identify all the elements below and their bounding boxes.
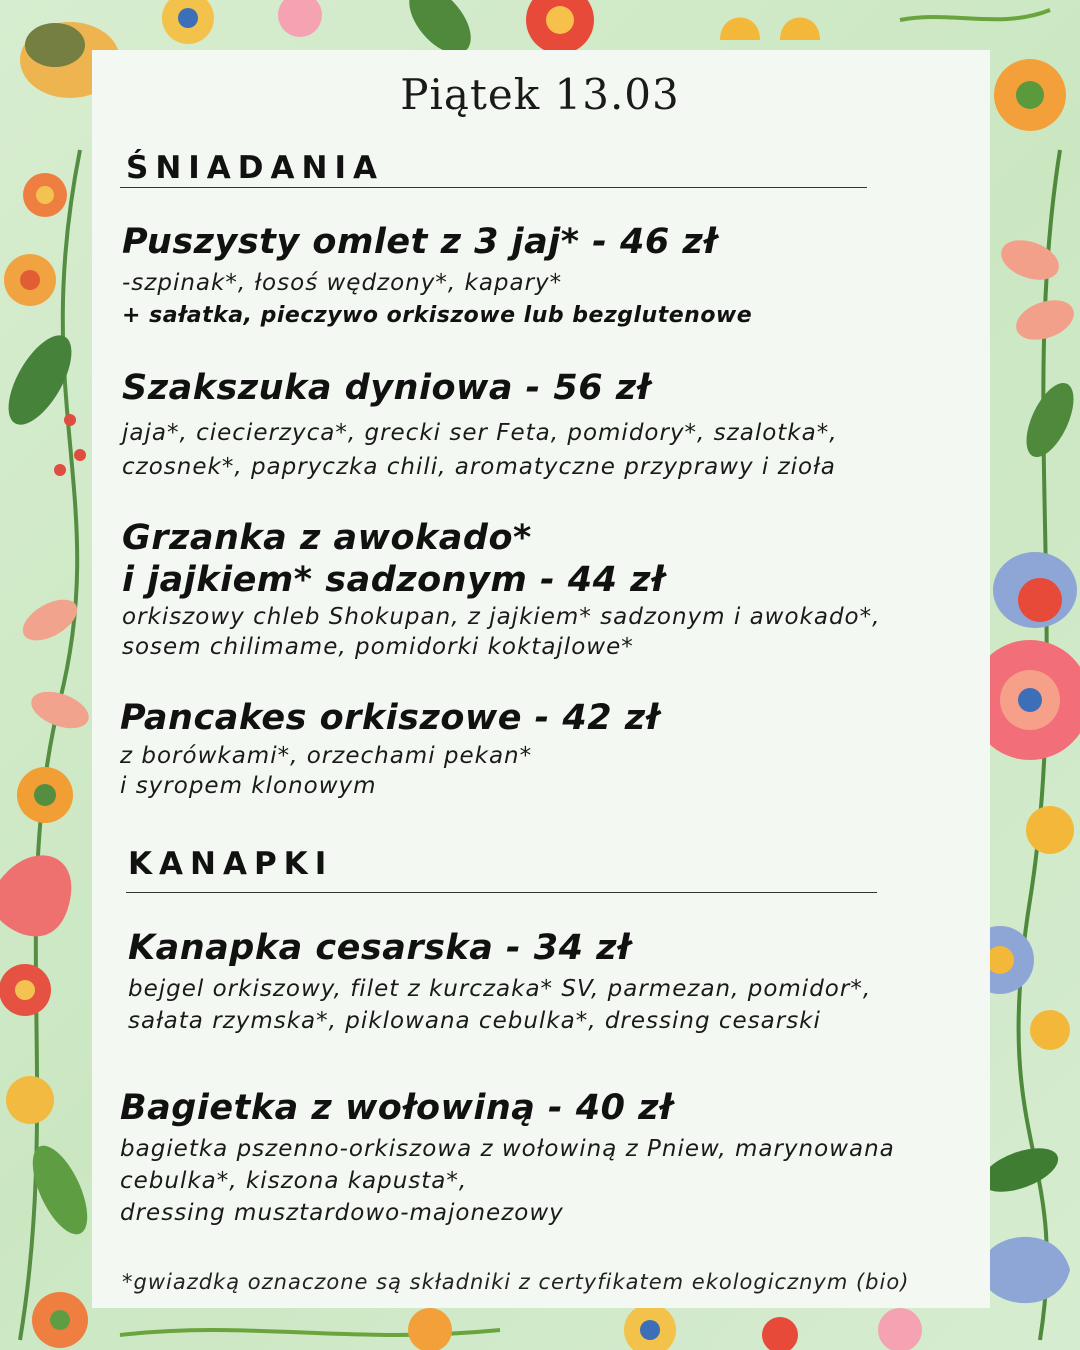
dish-description: -szpinak*, łosoś wędzony*, kapary* bbox=[122, 270, 563, 296]
dish-extras: + sałatka, pieczywo orkiszowe lub bezglutenowe bbox=[122, 303, 753, 328]
dish-name: i jajkiem* sadzonym - 44 zł bbox=[122, 560, 665, 600]
dish-description: cebulka*, kiszona kapusta*, bbox=[120, 1168, 468, 1194]
dish-description: i syropem klonowym bbox=[120, 773, 377, 799]
dish-description: z borówkami*, orzechami pekan* bbox=[120, 743, 533, 769]
section-heading-breakfast: ŚNIADANIA bbox=[126, 150, 384, 186]
section-heading-sandwiches: KANAPKI bbox=[128, 846, 334, 882]
dish-description: sosem chilimame, pomidorki koktajlowe* bbox=[122, 634, 634, 660]
bottom-flowers bbox=[120, 1304, 922, 1350]
dish-description: czosnek*, papryczka chili, aromatyczne przyprawy i zioła bbox=[122, 454, 836, 480]
dish-name: Kanapka cesarska - 34 zł bbox=[128, 928, 631, 968]
dish-name: Pancakes orkiszowe - 42 zł bbox=[120, 698, 660, 738]
section-divider bbox=[120, 187, 867, 188]
dish-name: Szakszuka dyniowa - 56 zł bbox=[122, 368, 651, 408]
section-divider bbox=[126, 892, 877, 893]
dish-description: bagietka pszenno-orkiszowa z wołowiną z Pniew, marynowana bbox=[120, 1136, 895, 1162]
dish-name: Bagietka z wołowiną - 40 zł bbox=[120, 1088, 673, 1128]
dish-description: jaja*, ciecierzyca*, grecki ser Feta, pomidory*, szalotka*, bbox=[122, 420, 838, 446]
dish-description: dressing musztardowo-majonezowy bbox=[120, 1200, 564, 1226]
footnote: *gwiazdką oznaczone są składniki z certyfikatem ekologicznym (bio) bbox=[122, 1270, 910, 1294]
dish-description: bejgel orkiszowy, filet z kurczaka* SV, parmezan, pomidor*, bbox=[128, 976, 872, 1002]
dish-name: Grzanka z awokado* bbox=[122, 518, 532, 558]
page-title: Piątek 13.03 bbox=[400, 70, 680, 119]
dish-name: Puszysty omlet z 3 jaj* - 46 zł bbox=[122, 222, 717, 262]
dish-description: sałata rzymska*, piklowana cebulka*, dressing cesarski bbox=[128, 1008, 821, 1034]
dish-description: orkiszowy chleb Shokupan, z jajkiem* sadzonym i awokado*, bbox=[122, 604, 881, 630]
